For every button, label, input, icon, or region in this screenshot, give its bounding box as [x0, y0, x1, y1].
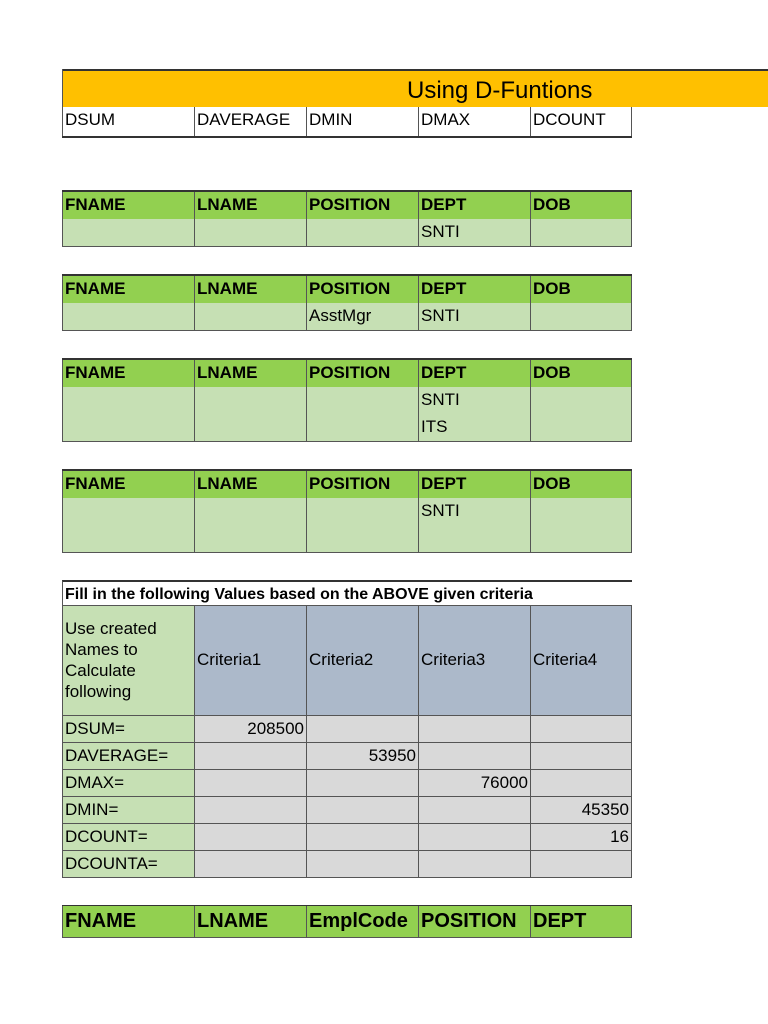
data-cell[interactable] [307, 525, 419, 552]
data-cell[interactable] [195, 498, 307, 525]
result-value[interactable] [531, 851, 632, 878]
function-cell[interactable]: DAVERAGE [195, 107, 307, 136]
result-row [62, 743, 632, 770]
result-value[interactable] [419, 824, 531, 851]
header-cell[interactable]: DEPT [531, 906, 632, 937]
result-value[interactable]: 208500 [195, 716, 307, 743]
header-cell[interactable]: DOB [531, 192, 632, 221]
header-cell[interactable]: DEPT [419, 471, 531, 500]
header-cell[interactable]: DOB [531, 471, 632, 500]
bottom-header-row [62, 905, 632, 938]
result-label: DCOUNTA= [62, 851, 195, 878]
result-value[interactable] [195, 743, 307, 770]
result-row [62, 797, 632, 824]
criteria-column-header[interactable]: Criteria2 [307, 606, 419, 716]
data-cell[interactable] [531, 498, 632, 525]
header-cell[interactable]: LNAME [195, 360, 307, 389]
result-row [62, 851, 632, 878]
data-cell[interactable] [62, 387, 195, 414]
data-cell[interactable] [195, 414, 307, 441]
result-value[interactable] [307, 716, 419, 743]
header-cell[interactable]: EmplCode [307, 906, 419, 937]
result-row [62, 716, 632, 743]
function-cell[interactable]: DMIN [307, 107, 419, 136]
header-cell[interactable]: LNAME [195, 471, 307, 500]
result-value[interactable] [531, 743, 632, 770]
result-value[interactable] [419, 797, 531, 824]
result-label: DSUM= [62, 716, 195, 743]
result-label: DAVERAGE= [62, 743, 195, 770]
result-value[interactable] [195, 851, 307, 878]
data-cell[interactable]: SNTI [419, 303, 531, 330]
header-cell[interactable]: POSITION [307, 360, 419, 389]
results-corner-cell: Use created Names to Calculate following [62, 606, 195, 716]
header-cell[interactable]: DEPT [419, 360, 531, 389]
data-cell[interactable] [195, 387, 307, 414]
data-cell[interactable]: SNTI [419, 387, 531, 414]
header-cell[interactable]: LNAME [195, 192, 307, 221]
results-heading: Fill in the following Values based on the ABOVE given criteria [62, 580, 632, 606]
header-cell[interactable]: DEPT [419, 276, 531, 305]
header-cell[interactable]: LNAME [195, 906, 307, 937]
result-row [62, 770, 632, 797]
data-cell[interactable] [195, 525, 307, 552]
data-cell[interactable] [531, 387, 632, 414]
data-cell[interactable] [419, 525, 531, 552]
result-value[interactable] [307, 824, 419, 851]
header-cell[interactable]: FNAME [62, 276, 195, 305]
result-label: DMIN= [62, 797, 195, 824]
header-cell[interactable]: POSITION [307, 471, 419, 500]
data-cell[interactable] [531, 414, 632, 441]
header-cell[interactable]: POSITION [419, 906, 531, 937]
result-value[interactable]: 16 [531, 824, 632, 851]
function-cell[interactable]: DMAX [419, 107, 531, 136]
result-value[interactable] [195, 797, 307, 824]
header-cell[interactable]: LNAME [195, 276, 307, 305]
criteria-column-header[interactable]: Criteria4 [531, 606, 632, 716]
data-cell[interactable] [62, 414, 195, 441]
result-value[interactable] [419, 743, 531, 770]
result-value[interactable] [419, 851, 531, 878]
data-cell[interactable] [531, 303, 632, 330]
result-value[interactable]: 45350 [531, 797, 632, 824]
data-cell[interactable] [531, 219, 632, 246]
data-cell[interactable] [307, 219, 419, 246]
header-cell[interactable]: FNAME [62, 471, 195, 500]
result-label: DMAX= [62, 770, 195, 797]
result-row [62, 824, 632, 851]
result-value[interactable] [307, 770, 419, 797]
header-cell[interactable]: POSITION [307, 276, 419, 305]
data-cell[interactable]: SNTI [419, 498, 531, 525]
result-value[interactable]: 53950 [307, 743, 419, 770]
header-cell[interactable]: DOB [531, 360, 632, 389]
result-label: DCOUNT= [62, 824, 195, 851]
data-cell[interactable] [62, 303, 195, 330]
header-cell[interactable]: DOB [531, 276, 632, 305]
result-value[interactable] [531, 716, 632, 743]
data-cell[interactable] [307, 414, 419, 441]
header-cell[interactable]: FNAME [62, 192, 195, 221]
data-cell[interactable] [195, 219, 307, 246]
data-cell[interactable]: SNTI [419, 219, 531, 246]
data-cell[interactable]: AsstMgr [307, 303, 419, 330]
header-cell[interactable]: POSITION [307, 192, 419, 221]
result-value[interactable] [419, 716, 531, 743]
criteria-column-header[interactable]: Criteria1 [195, 606, 307, 716]
data-cell[interactable]: ITS [419, 414, 531, 441]
data-cell[interactable] [307, 498, 419, 525]
function-cell[interactable]: DSUM [62, 107, 195, 136]
data-cell[interactable] [62, 498, 195, 525]
header-cell[interactable]: FNAME [62, 906, 195, 937]
function-cell[interactable]: DCOUNT [531, 107, 632, 136]
result-value[interactable] [195, 770, 307, 797]
result-value[interactable] [307, 797, 419, 824]
data-cell[interactable] [531, 525, 632, 552]
data-cell[interactable] [307, 387, 419, 414]
header-cell[interactable]: DEPT [419, 192, 531, 221]
header-cell[interactable]: FNAME [62, 360, 195, 389]
criteria-column-header[interactable]: Criteria3 [419, 606, 531, 716]
page-title: Using D-Funtions [407, 77, 593, 104]
result-value[interactable] [531, 770, 632, 797]
data-cell[interactable] [62, 525, 195, 552]
title-banner [62, 69, 768, 107]
result-value[interactable] [307, 851, 419, 878]
data-cell[interactable] [62, 219, 195, 246]
functions-row [62, 107, 632, 138]
result-value[interactable] [195, 824, 307, 851]
data-cell[interactable] [195, 303, 307, 330]
result-value[interactable]: 76000 [419, 770, 531, 797]
